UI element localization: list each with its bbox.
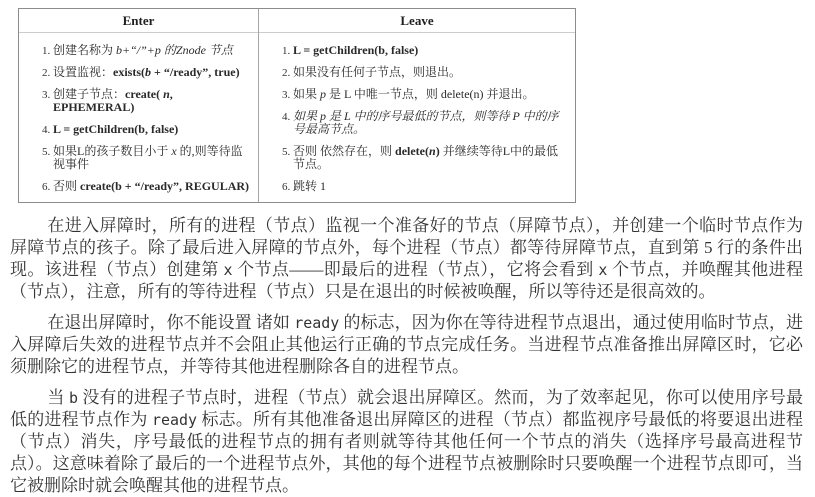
paragraph-enter-barrier: 在进入屏障时，所有的进程（节点）监视一个准备好的节点（屏障节点），并创建一个临时节点作为屏障节点的孩子。除了最后进入屏障的节点外，每个进程（节点）都等待屏障节点，直到第 5 行的条件出现。该进程（节点）创建第 x 个节点——即最后的进程（节点），它将会看到 x 个节点，并唤醒其他进程（节点），注意，所有的等待进程（节点）只是在退出的时候被唤醒，所以等待还是很高效的。: [10, 216, 804, 301]
article-body: [0, 215, 815, 497]
leave-steps-list: [259, 44, 575, 193]
step-item: 2. 设置监视：exists(b + “/ready”, true): [53, 66, 252, 79]
step-item: 1. 创建名称为 b+“/”+p 的Znode 节点: [53, 44, 252, 57]
paragraph-optimization: 当 b 没有的进程子节点时，进程（节点）就会退出屏障区。然而，为了效率起见，你可以使用序号最低的进程节点作为 ready 标志。所有其他准备退出屏障区的进程（节点）都监视序号最低的将要退出进程（节点）消失，序号最低的进程节点的拥有者则就等待其他任何一个节点的消失（选择序号最高进程节点）。这意味着除了最后的一个进程节点外，其他的每个进程节点被删除时只要唤醒一个进程节点即可，当它被删除时就会唤醒其他的进程节点。: [10, 388, 804, 495]
step-item: 2. 如果没有任何子节点，则退出。: [293, 66, 569, 79]
barrier-pseudocode-table: [18, 8, 576, 203]
step-item: 4. 如果 p 是 L 中的序号最低的节点，则等待 P 中的序号最高节点。: [293, 110, 569, 136]
step-item: 5. 如果L的孩子数目小于 x 的,则等待监视事件: [53, 145, 252, 171]
paragraph-leave-barrier: 在退出屏障时，你不能设置 诸如 ready 的标志，因为你在等待进程节点退出，通过使用临时节点，进入屏障后失效的进程节点并不会阻止其他运行正确的节点完成任务。当进程节点准备推出屏障区时，它必须删除它的进程节点，并等待其他进程删除各自的进程节点。: [10, 313, 804, 376]
enter-column: [19, 9, 259, 202]
step-item: 1. L = getChildren(b, false): [293, 44, 569, 57]
step-item: 5. 否则 依然存在，则 delete(n) 并继续等待L中的最低节点。: [293, 145, 569, 171]
step-item: 3. 如果 p 是 L 中唯一节点，则 delete(n) 并退出。: [293, 88, 569, 101]
step-item: 6. 跳转 1: [293, 180, 569, 193]
enter-steps-list: [19, 44, 258, 193]
step-item: 6. 否则 create(b + “/ready”, REGULAR): [53, 180, 252, 193]
leave-column: [259, 9, 575, 202]
step-item: 3. 创建子节点：create( n, EPHEMERAL): [53, 88, 252, 114]
step-item: 4. L = getChildren(b, false): [53, 123, 252, 136]
enter-column-header: Enter: [19, 9, 258, 33]
leave-column-header: Leave: [259, 9, 575, 33]
